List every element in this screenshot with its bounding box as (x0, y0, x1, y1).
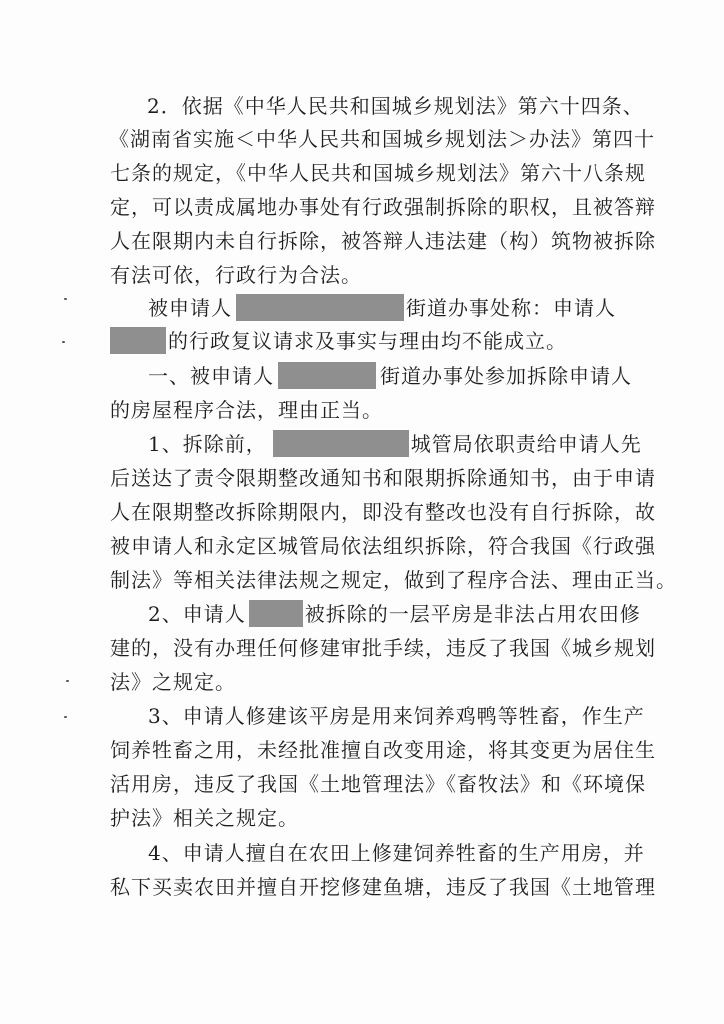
redaction-block (249, 600, 303, 627)
line-text: 七条的规定，《中华人民共和国城乡规划法》第六十八条规 (110, 161, 646, 185)
text-line-12 (110, 464, 656, 492)
scan-speck (66, 680, 69, 682)
text-line-22 (110, 804, 299, 832)
text-line-19 (148, 702, 645, 730)
line-text: 建的，没有办理任何修建审批手续，违反了我国《城乡规划 (110, 636, 656, 660)
line-text: 人在限期整改拆除期限内，即没有整改也没有自行拆除，故 (110, 500, 656, 524)
scan-speck (62, 341, 65, 343)
text-line-6 (110, 261, 362, 289)
text-line-2 (109, 125, 655, 153)
text-line-1 (147, 92, 644, 120)
line-text: 有法可依，行政行为合法。 (110, 263, 362, 287)
text-line-5 (110, 227, 656, 255)
line-text: 私下买卖农田并擅自开挖修建鱼塘，违反了我国《土地管理 (110, 875, 656, 899)
line-text: 2．依据《中华人民共和国城乡规划法》第六十四条、 (147, 94, 644, 118)
line-text: 城管局依职责给申请人先 (410, 432, 642, 456)
line-text: 街道办事处参加拆除申请人 (380, 364, 632, 388)
line-text: 被拆除的一层平房是非法占用农田修 (304, 602, 641, 626)
text-line-3 (110, 159, 646, 187)
line-text: 3、申请人修建该平房是用来饲养鸡鸭等牲畜，作生产 (148, 704, 645, 728)
text-line-23 (148, 839, 645, 867)
line-text: 1、拆除前， (148, 432, 267, 456)
line-text: 《湖南省实施＜中华人民共和国城乡规划法＞办法》第四十 (109, 127, 655, 151)
text-line-21 (110, 770, 646, 798)
text-line-24 (110, 873, 656, 901)
line-text: 的行政复议请求及事实与理由均不能成立。 (168, 329, 567, 353)
redaction-block (278, 362, 376, 389)
line-text: 一、被申请人 (148, 364, 274, 388)
scan-speck (64, 716, 67, 718)
redaction-block (236, 294, 404, 321)
line-text: 人在限期内未自行拆除，被答辩人违法建（构）筑物被拆除 (110, 229, 656, 253)
line-text: 法》之规定。 (110, 670, 236, 694)
line-text: 后送达了责令限期整改通知书和限期拆除通知书，由于申请 (110, 466, 656, 490)
line-text: 饲养牲畜之用，未经批准擅自改变用途，将其变更为居住生 (110, 738, 656, 762)
scan-speck (64, 298, 67, 300)
text-line-17 (110, 634, 656, 662)
text-line-11 (148, 430, 642, 458)
line-text: 定，可以责成属地办事处有行政强制拆除的职权，且被答辩 (110, 195, 656, 219)
line-text: 制法》等相关法律法规之规定，做到了程序合法、理由正当。 (110, 568, 677, 592)
redaction-block (273, 430, 409, 457)
line-text: 被申请人和永定区城管局依法组织拆除，符合我国《行政强 (110, 534, 656, 558)
line-text: 的房屋程序合法，理由正当。 (110, 398, 383, 422)
line-text: 护法》相关之规定。 (110, 806, 299, 830)
text-line-15 (110, 566, 677, 594)
line-text: 街道办事处称：申请人 (406, 296, 616, 320)
redaction-block (110, 327, 166, 354)
text-line-14 (110, 532, 656, 560)
text-line-16 (148, 600, 641, 628)
text-line-13 (110, 498, 656, 526)
text-line-10 (110, 396, 383, 424)
line-text: 2、申请人 (148, 602, 246, 626)
line-text: 4、申请人擅自在农田上修建饲养牲畜的生产用房，并 (148, 841, 645, 865)
text-line-9 (148, 362, 632, 390)
line-text: 活用房，违反了我国《土地管理法》《畜牧法》和《环境保 (110, 772, 646, 796)
text-line-4 (110, 193, 656, 221)
text-line-8 (110, 327, 567, 355)
text-line-18 (110, 668, 236, 696)
text-line-20 (110, 736, 656, 764)
text-line-7 (148, 294, 616, 322)
line-text: 被申请人 (148, 296, 232, 320)
